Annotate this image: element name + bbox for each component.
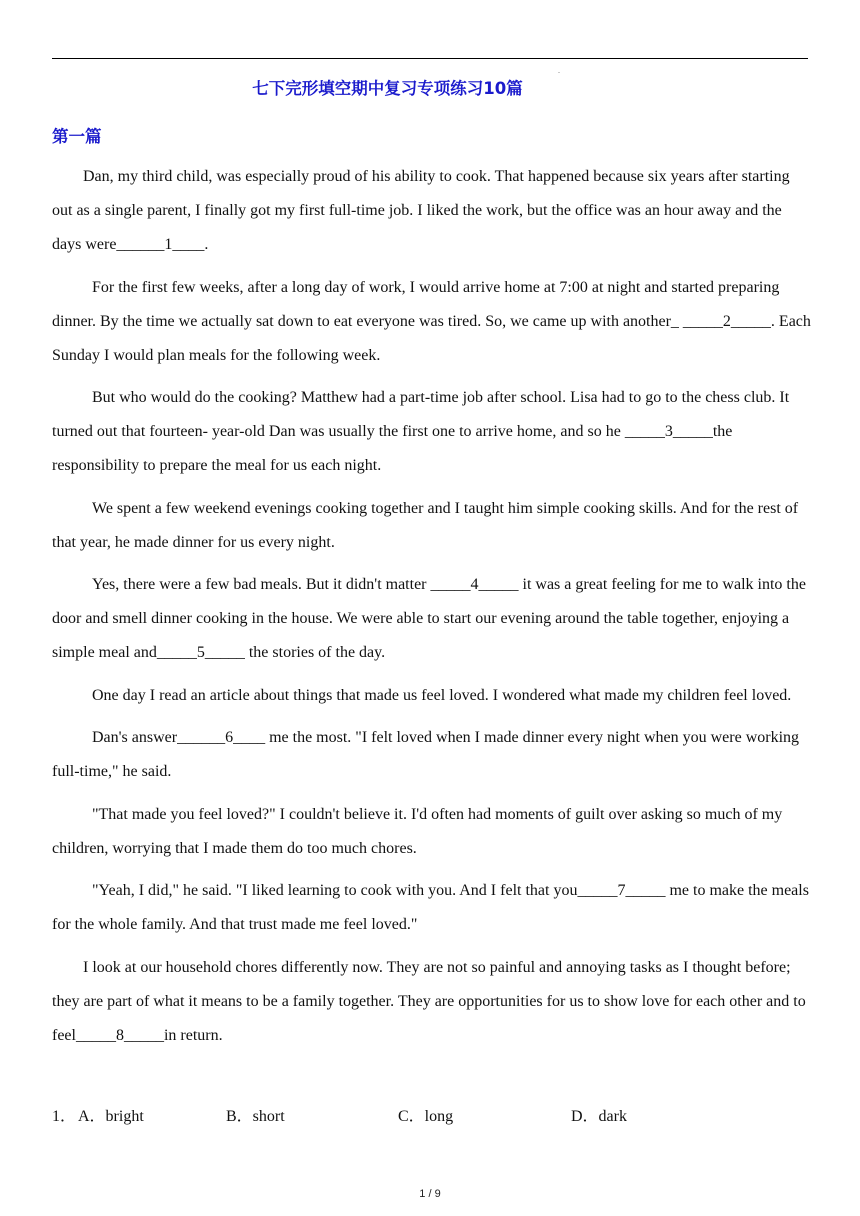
header-rule xyxy=(52,58,808,59)
paragraph-8: "That made you feel loved?" I couldn't believe it. I'd often had moments of guilt over asking so much of my children, worrying that I made them do too much chores. xyxy=(52,805,783,857)
paragraph-7: Dan's answer______6____ me the most. "I felt loved when I made dinner every night when you were working full-time," he said. xyxy=(52,729,800,780)
option-b: B．short xyxy=(226,1108,285,1125)
document-title: 七下完形填空期中复习专项练习10篇 xyxy=(252,79,523,98)
paragraph-5: Yes, there were a few bad meals. But it didn't matter _____4_____ it was a great feeling for me to walk into the door and smell dinner cooking in the house. We were able to start our evening around the table together, enjoying a simple meal and_____5_____ the stories of the day. xyxy=(52,576,806,661)
page-number: 1 / 9 xyxy=(419,1188,441,1200)
paragraph-2: For the first few weeks, after a long day of work, I would arrive home at 7:00 at night and started preparing dinner. By the time we actually sat down to eat everyone was tired. So, we came up with another_ _____2_____. Each Sunday I would plan meals for the following week. xyxy=(52,278,811,364)
question-1-number: 1． xyxy=(52,1108,77,1125)
paragraph-10: I look at our household chores differently now. They are not so painful and annoying tasks as I thought before; they are part of what it means to be a family together. They are opportunities for us to show love for each other and to feel_____8_____in return. xyxy=(52,958,806,1044)
option-c: C．long xyxy=(398,1108,454,1125)
section-title: 第一篇 xyxy=(52,127,102,146)
option-d: D．dark xyxy=(571,1108,627,1125)
header-dot: . xyxy=(558,66,560,75)
paragraph-4: We spent a few weekend evenings cooking together and I taught him simple cooking skills. And for the rest of that year, he made dinner for us every night. xyxy=(52,499,799,551)
passage xyxy=(52,160,812,1061)
paragraph-1: Dan, my third child, was especially proud of his ability to cook. That happened because six years after starting out as a single parent, I finally got my first full-time job. I liked the work, but the office was an hour away and the days were______1____. xyxy=(52,168,790,253)
option-a: A．bright xyxy=(78,1108,144,1125)
paragraph-3: But who would do the cooking? Matthew had a part-time job after school. Lisa had to go to the chess club. It turned out that fourteen- year-old Dan was usually the first one to arrive home, and so he _____3_____the responsibility to prepare the meal for us each night. xyxy=(52,389,790,474)
paragraph-9: "Yeah, I did," he said. "I liked learning to cook with you. And I felt that you_____7_____ me to make the meals for the whole family. And that trust made me feel loved." xyxy=(52,882,809,933)
paragraph-6: One day I read an article about things that made us feel loved. I wondered what made my children feel loved. xyxy=(92,686,792,704)
